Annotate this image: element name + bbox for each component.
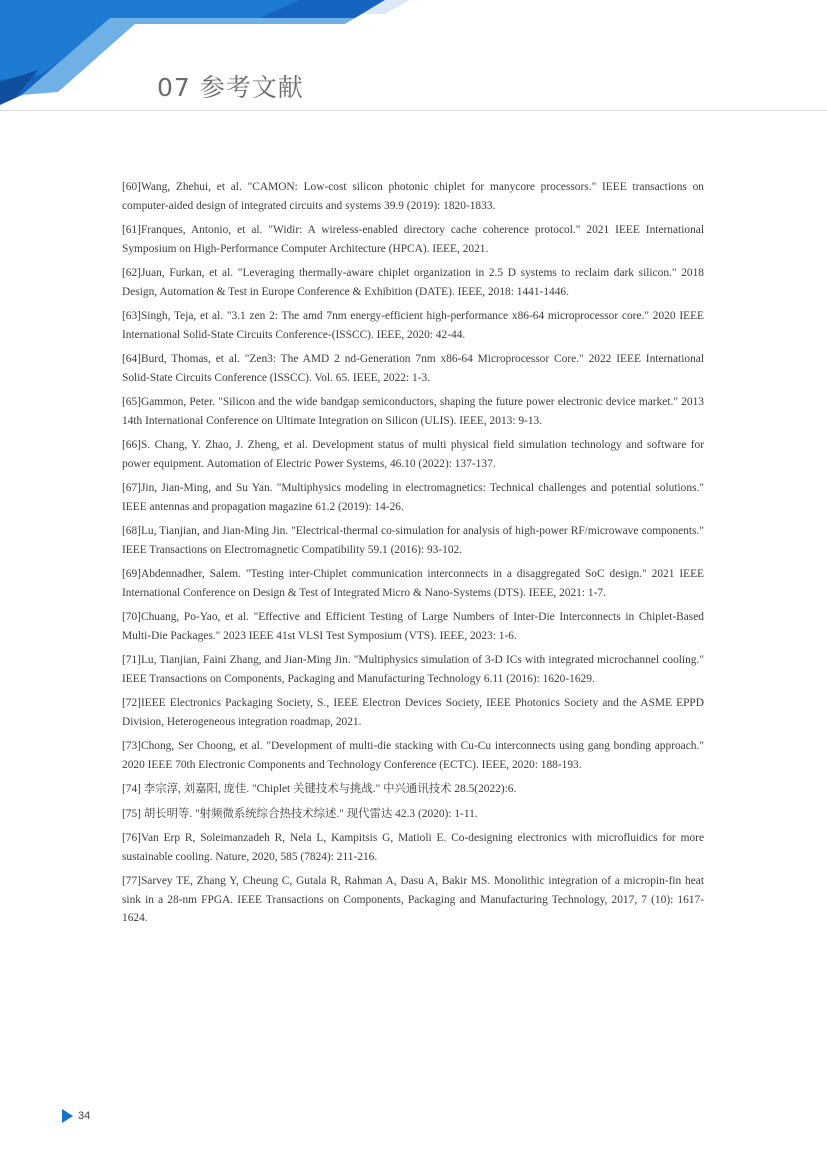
reference-entry: [62]Juan, Furkan, et al. "Leveraging thermally-aware chiplet organization in 2.5 D systems to reclaim dark silicon." 2018 Design, Automation & Test in Europe Conference & Exhibition (DATE). IEEE, 2018: 1441-1446. — [122, 267, 704, 298]
reference-entry: [75] 胡长明等. "射频微系统综合热技术综述." 现代雷达 42.3 (2020): 1-11. — [122, 807, 478, 820]
section-title: 07 参考文献 — [157, 73, 304, 102]
reference-entry: [64]Burd, Thomas, et al. "Zen3: The AMD 2 nd-Generation 7nm x86-64 Microprocessor Core." 2022 IEEE International Solid-State Circuits Conference (ISSCC). Vol. 65. IEEE, 2022: 1-3. — [122, 353, 704, 384]
reference-entry: [73]Chong, Ser Choong, et al. "Development of multi-die stacking with Cu-Cu interconnects using gang bonding approach." 2020 IEEE 70th Electronic Components and Technology Conference (ECTC). IEEE, 2020: 188-193. — [122, 740, 704, 771]
reference-entry: [74] 李宗淳, 刘嘉阳, 庞佳. "Chiplet 关键技术与挑战." 中兴通讯技术 28.5(2022):6. — [122, 783, 517, 795]
reference-entry: [71]Lu, Tianjian, Faini Zhang, and Jian-Ming Jin. "Multiphysics simulation of 3-D ICs with integrated microchannel cooling." IEEE Transactions on Components, Packaging and Manufacturing Technology 6.11 (2016): 1620-1629. — [122, 654, 704, 685]
reference-entry: [66]S. Chang, Y. Zhao, J. Zheng, et al. Development status of multi physical field simulation technology and software for power equipment. Automation of Electric Power Systems, 46.10 (2022): 137-137. — [122, 439, 704, 470]
reference-entry: [60]Wang, Zhehui, et al. "CAMON: Low-cost silicon photonic chiplet for manycore processors." IEEE transactions on computer-aided design of integrated circuits and systems 39.9 (2019): 1820-1833. — [122, 181, 704, 212]
reference-entry: [77]Sarvey TE, Zhang Y, Cheung C, Gutala R, Rahman A, Dasu A, Bakir MS. Monolithic integration of a micropin-fin heat sink in a 28-nm FPGA. IEEE Transactions on Components, Packaging and Manufacturing Technology, 2017, 7 (10): 1617-1624. — [122, 875, 704, 924]
reference-entry: [63]Singh, Teja, et al. "3.1 zen 2: The amd 7nm energy-efficient high-performance x86-64 microprocessor core." 2020 IEEE International Solid-State Circuits Conference-(ISSCC). IEEE, 2020: 42-44. — [122, 310, 704, 341]
page-footer — [62, 1108, 90, 1124]
header-banner-graphic — [0, 0, 827, 115]
reference-list — [122, 178, 704, 934]
reference-entry: [67]Jin, Jian-Ming, and Su Yan. "Multiphysics modeling in electromagnetics: Technical challenges and potential solutions." IEEE antennas and propagation magazine 61.2 (2019): 14-26. — [122, 482, 704, 513]
reference-entry: [68]Lu, Tianjian, and Jian-Ming Jin. "Electrical-thermal co-simulation for analysis of high-power RF/microwave components." IEEE Transactions on Electromagnetic Compatibility 59.1 (2016): 93-102. — [122, 525, 704, 556]
header-divider — [0, 110, 827, 111]
page-number: 34 — [78, 1110, 91, 1122]
reference-entry: [76]Van Erp R, Soleimanzadeh R, Nela L, Kampitsis G, Matioli E. Co-designing electronics with microfluidics for more sustainable cooling. Nature, 2020, 585 (7824): 211-216. — [122, 832, 704, 863]
reference-entry: [70]Chuang, Po-Yao, et al. "Effective and Efficient Testing of Large Numbers of Inter-Die Interconnects in Chiplet-Based Multi-Die Packages." 2023 IEEE 41st VLSI Test Symposium (VTS). IEEE, 2023: 1-6. — [122, 611, 704, 642]
reference-entry: [61]Franques, Antonio, et al. "Widir: A wireless-enabled directory cache coherence protocol." 2021 IEEE International Symposium on High-Performance Computer Architecture (HPCA). IEEE, 2021. — [122, 224, 704, 255]
triangle-arrow-icon — [62, 1109, 73, 1123]
reference-entry: [69]Abdennadher, Salem. "Testing inter-Chiplet communication interconnects in a disaggregated SoC design." 2021 IEEE International Conference on Design & Test of Integrated Micro & Nano-Systems (DTS). IEEE, 2021: 1-7. — [122, 568, 704, 599]
reference-entry: [65]Gammon, Peter. "Silicon and the wide bandgap semiconductors, shaping the future power electronic device market." 2013 14th International Conference on Ultimate Integration on Silicon (ULIS). IEEE, 2013: 9-13. — [122, 396, 704, 427]
reference-entry: [72]IEEE Electronics Packaging Society, S., IEEE Electron Devices Society, IEEE Photonics Society and the ASME EPPD Division, Heterogeneous integration roadmap, 2021. — [122, 697, 704, 728]
